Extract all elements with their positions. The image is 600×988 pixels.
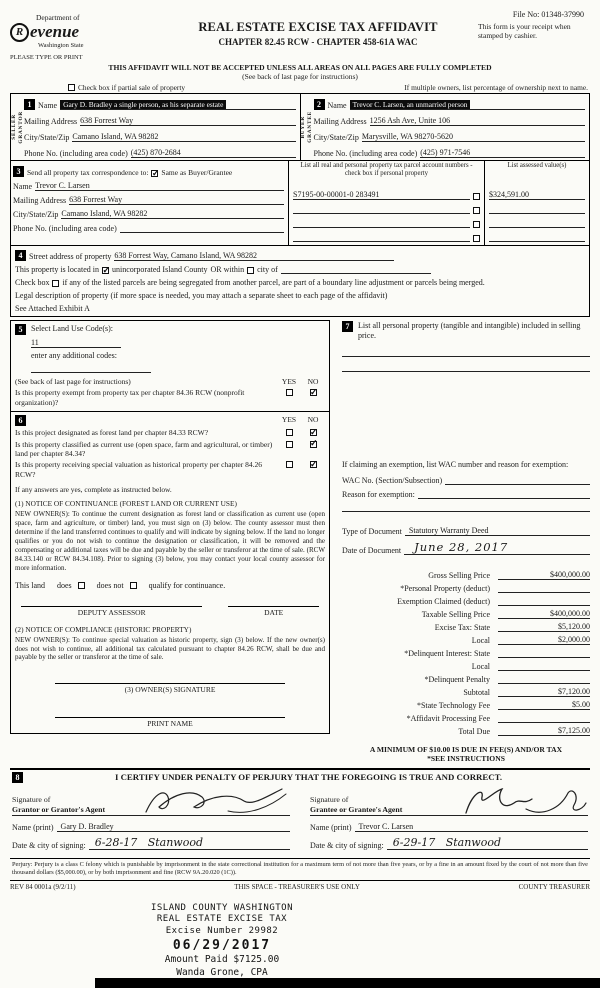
county-treasurer-label: COUNTY TREASURER (518, 883, 590, 892)
buyer-phone-value: (425) 971-7546 (420, 148, 585, 158)
fin-row-personal-deduct: *Personal Property (deduct) (342, 580, 590, 593)
form-title: REAL ESTATE EXCISE TAX AFFIDAVIT (198, 20, 438, 34)
buyer-name-value: Trevor C. Larsen, an unmarried person (350, 100, 471, 109)
section7-selling-price (330, 320, 590, 763)
buyer-side-label: BUYER GRANTEE (300, 111, 313, 143)
sec6-q2-yes-checkbox (286, 441, 293, 448)
deputy-assessor-lines (21, 606, 319, 607)
located-in-row: This property is located in ✓ unincorporated Island County OR within city of (15, 261, 585, 274)
land-use-code-value: 11 (31, 338, 121, 348)
sec6-question-3: Is this property receiving special valuation as historical property per chapter 84.26 RCW? ✓ (15, 460, 325, 479)
grantor-role-label: Grantor or Grantor's Agent (12, 804, 106, 814)
header (10, 0, 590, 61)
grantee-signature-block: Signature of Grantee or Grantee's Agent Name (print) Trevor C. Larsen Date & city of signing: 6-29-17 Stanwood (310, 786, 588, 850)
partial-sale-label: Check box if partial sale of property (78, 83, 186, 92)
multiple-owners-note: If multiple owners, list percentage of ownership next to name. (404, 83, 588, 92)
section3 (10, 161, 590, 246)
tax-correspondence-box: 3 Send all property tax correspondence to: ✓ Same as Buyer/Grantee Name Trevor C. Larsen Mailing Address 638 Forrest Way City/State/Zip Camano Island, WA 98282 Phone No. (including area code) (11, 161, 289, 245)
notice1-body: NEW OWNER(S): To continue the current designation as forest land or classification as current use (open space, farm and agriculture, or timber) land, you must sign on (3) below. The county assessor must then determine if the land transferred continues to qualify and will indicate by signing below. If the land no longer qualifies or you do not wish to continue the designation or classification, it will be removed and the compensating or additional taxes will be due and payable by the seller or transferor at the time of sale. (RCW 84.33.140 or RCW 84.34.108). Prior to signing (3) below, you may contact your local county assessor for more information. (15, 510, 325, 572)
section-7-badge: 7 (342, 321, 353, 332)
fin-row-processing-fee: *Affidavit Processing Fee (342, 710, 590, 723)
buyer-address-row: Mailing Address 1256 Ash Ave, Unite 106 (314, 111, 586, 126)
seller-section (10, 93, 301, 161)
assessed-value-1: $324,591.00 (489, 190, 585, 200)
parties-section (10, 93, 590, 161)
scan-black-bar (95, 978, 600, 988)
grantor-name-value: Gary D. Bradley (57, 822, 290, 832)
unincorporated-checkbox (102, 267, 109, 274)
grantor-signature-block: Signature of Grantor or Grantor's Agent Name (print) Gary D. Bradley Date & city of signing: 6-28-17 Stanwood (12, 786, 290, 850)
notice1-title: (1) NOTICE OF CONTINUANCE (FOREST LAND OR CURRENT USE) (15, 499, 237, 508)
grantor-signature (142, 785, 290, 819)
correspondence-name-row: Name Trevor C. Larsen (13, 177, 284, 191)
seller-address-value: 638 Forrest Way (80, 116, 295, 126)
stamp-date: 06/29/2017 (172, 937, 272, 953)
fin-row-delinquent-interest-local: Local (342, 658, 590, 671)
partial-sale-checkbox (68, 84, 75, 91)
parcel-personal-checkbox-1 (473, 193, 480, 200)
partial-sale-row (68, 83, 588, 92)
street-address-row: 4 Street address of property 638 Forrest Way, Camano Island, WA 98282 (15, 248, 585, 261)
title-block (158, 13, 478, 47)
section-4-badge: 4 (15, 250, 26, 261)
correspondence-address-row: Mailing Address 638 Forrest Way (13, 191, 284, 205)
seller-phone-row: Phone No. (including area code) (425) 870-2684 (24, 143, 296, 158)
buyer-address-value: 1256 Ash Ave, Unite 106 (370, 116, 585, 126)
continuance-row: This land does does not qualify for continuance. (15, 580, 226, 590)
fin-row-excise-local: Local $2,000.00 (471, 634, 590, 645)
legal-description-value: See Attached Exhibit A (15, 304, 90, 313)
buyer-section (301, 93, 591, 161)
logo-department-text: Department of (36, 13, 80, 22)
same-as-buyer-checkbox (151, 170, 158, 177)
grantor-date-row: Date & city of signing: 6-28-17 Stanwood (12, 832, 290, 850)
segregated-row: Check box if any of the listed parcels are being segregated from another parcel, are part of a boundary line adjustment or parcels being merged. (15, 278, 485, 287)
print-name-line (55, 702, 285, 718)
reason-line-2 (342, 499, 590, 512)
parcel-personal-checkbox-4 (473, 235, 480, 242)
revenue-logo-icon: R (10, 23, 29, 42)
seller-city-value: Camano Island, WA 98282 (72, 132, 295, 142)
parcel-row-3 (293, 214, 480, 228)
sec6-yes-no-header: YES NO (281, 415, 319, 425)
fin-row-tech-fee: *State Technology Fee $5.00 (416, 699, 590, 710)
grantee-city-value: Stanwood (445, 835, 502, 849)
file-number: File No: 01348-37990 (512, 10, 584, 19)
section-8-badge: 8 (12, 772, 23, 783)
exemption-label: If claiming an exemption, list WAC number and reason for exemption: (342, 459, 569, 469)
sec5-yes-no-header: YES NO (281, 377, 319, 386)
buyer-city-row: City/State/Zip Marysville, WA 98270-5620 (314, 127, 586, 142)
parcel-row-1 (293, 186, 480, 200)
assessed-values-box (485, 161, 589, 245)
section8-certification (10, 768, 590, 854)
wac-row: WAC No. (Section/Subsection) (342, 471, 590, 485)
form-revision: REV 84 0001a (9/2/11) (10, 883, 76, 892)
sec6-question-1: Is this project designated as forest land per chapter 84.33 RCW? ✓ (15, 428, 325, 437)
grantor-city-value: Stanwood (147, 835, 204, 849)
logo-revenue-text: evenue (30, 22, 80, 41)
land-does-not-checkbox (130, 582, 137, 589)
section-2-badge: 2 (314, 99, 325, 110)
section5-land-use: 5 Select Land Use Code(s): 11 enter any additional codes: (See back of last page for instructions) YES NO Is this property exempt from property tax per chapter 84.36 RCW (nonprofit organization)? ✓ (10, 320, 330, 412)
perjury-notice: Perjury: Perjury is a class C felony which is punishable by imprisonment in the state correctional institution for a maximum term of not more than five years, or by a fine in an amount fixed by the court of not more than five thousand dollars ($5,000.00), or by both imprisonment and fine (RCW 9A.20.020 (1C)). (10, 858, 590, 881)
section6-forest-land (10, 412, 330, 734)
date-of-document-value: June 28, 2017 (404, 540, 590, 555)
grantor-name-row: Name (print) Gary D. Bradley (12, 816, 290, 832)
legal-description-label-row: Legal description of property (if more space is needed, you may attach a separate sheet to each page of the affidavit) (15, 291, 388, 300)
sec6-question-2: Is this property classified as current use (open space, farm and agricultural, or timber) land per chapter 84.34? ✓ (15, 440, 325, 459)
city-of-checkbox (247, 267, 254, 274)
fin-row-delinquent-penalty: *Delinquent Penalty (342, 671, 590, 684)
minimum-due-note: A MINIMUM OF $10.00 IS DUE IN FEE(S) AND/OR TAX (369, 744, 563, 754)
legal-description-value-row (15, 300, 585, 313)
parcel-row-2 (293, 200, 480, 214)
correspondence-city-row: City/State/Zip Camano Island, WA 98282 (13, 205, 284, 219)
land-does-checkbox (78, 582, 85, 589)
assessed-values-header: List assessed value(s) (507, 162, 567, 169)
parcel-personal-checkbox-3 (473, 221, 480, 228)
fin-row-taxable: Taxable Selling Price $400,000.00 (421, 608, 590, 619)
grantee-date-value: 6-29-17 (392, 835, 436, 849)
fin-row-subtotal: Subtotal $7,120.00 (463, 686, 590, 697)
parcel-numbers-box (289, 161, 485, 245)
sec6-q1-yes-checkbox (286, 429, 293, 436)
warning-text: THIS AFFIDAVIT WILL NOT BE ACCEPTED UNLESS ALL AREAS ON ALL PAGES ARE FULLY COMPLETED (108, 63, 492, 72)
sec6-q1-no-checkbox (310, 429, 317, 436)
grantee-name-row: Name (print) Trevor C. Larsen (310, 816, 588, 832)
fin-row-delinquent-interest-state: *Delinquent Interest: State (342, 645, 590, 658)
dor-logo (10, 13, 158, 61)
section-5-badge: 5 (15, 324, 26, 335)
seller-address-row: Mailing Address 638 Forrest Way (24, 111, 296, 126)
grantee-date-row: Date & city of signing: 6-29-17 Stanwood (310, 832, 588, 850)
parcel-row-4 (293, 228, 480, 242)
receipt-note: This form is your receipt when stamped by cashier. (478, 22, 571, 41)
treasurer-space-label: THIS SPACE - TREASURER'S USE ONLY (234, 883, 360, 892)
see-instructions-note: *SEE INSTRUCTIONS (427, 753, 505, 763)
see-back-note: (See back of last page for instructions) (242, 72, 358, 81)
section-3-badge: 3 (13, 166, 24, 177)
correspondence-address-value: 638 Forrest Way (69, 195, 284, 205)
type-of-document-value: Statutory Warranty Deed (405, 526, 590, 536)
sec5-q1-yes-checkbox (286, 389, 293, 396)
owner-signature-line (55, 670, 285, 684)
parcel-personal-checkbox-2 (473, 207, 480, 214)
type-of-document-row: Type of Document Statutory Warranty Deed (342, 522, 590, 536)
buyer-phone-row: Phone No. (including area code) (425) 971-7546 (314, 143, 586, 158)
section-6-badge: 6 (15, 415, 26, 426)
notice2-body: NEW OWNER(S): To continue special valuation as historic property, sign (3) below. If the new owner(s) does not wish to continue, all additional tax calculated pursuant to chapter 84.26 RCW, shall be due and payable by the seller or transferor at the time of sale. (15, 635, 325, 662)
parcel-number-value: S7195-00-00001-0 283491 (293, 190, 470, 200)
fin-row-exemption-deduct: Exemption Claimed (deduct) (342, 593, 590, 606)
grantee-role-label: Grantee or Grantee's Agent (310, 804, 403, 814)
buyer-name-row: 2 Name Trevor C. Larsen, an unmarried person (314, 95, 586, 110)
correspondence-phone-row: Phone No. (including area code) (13, 219, 284, 233)
fin-row-excise-state: Excise Tax: State $5,120.00 (434, 621, 590, 632)
same-as-buyer-label: Same as Buyer/Grantee (161, 168, 233, 177)
grantee-signature (448, 785, 588, 819)
treasurer-stamp (96, 903, 348, 979)
stamp-amount-paid: Amount Paid $7125.00 (164, 953, 280, 965)
please-type-label: PLEASE TYPE OR PRINT (10, 54, 83, 61)
sec5-q1-no-checkbox (310, 389, 317, 396)
date-label: DATE (264, 607, 284, 617)
seller-side-label: SELLER GRANTOR (10, 110, 24, 144)
seller-city-row: City/State/Zip Camano Island, WA 98282 (24, 127, 296, 142)
owner-signature-label: (3) OWNER(S) SIGNATURE (124, 685, 216, 695)
sec6-q2-no-checkbox (310, 441, 317, 448)
deputy-assessor-label: DEPUTY ASSESSOR (77, 607, 146, 617)
personal-property-label: List all personal property (tangible and intangible) included in selling price. (358, 321, 581, 341)
personal-property-line-1 (342, 342, 590, 357)
logo-state-text: Washington State (38, 42, 84, 49)
seller-name-row: 1 Name Gary D. Bradley a single person, as his separate estate (24, 95, 296, 110)
print-name-label: PRINT NAME (147, 719, 193, 729)
seller-name-value: Gary D. Bradley a single person, as his separate estate (60, 100, 226, 109)
correspondence-name-value: Trevor C. Larsen (35, 181, 284, 191)
segregated-checkbox (52, 280, 59, 287)
stamp-cashier-name: Wanda Grone, CPA (176, 967, 268, 979)
stamp-excise-number: Excise Number 29982 (165, 925, 279, 936)
stamp-county: ISLAND COUNTY WASHINGTON (150, 903, 294, 914)
fin-row-gross: Gross Selling Price $400,000.00 (428, 569, 590, 580)
fin-row-total-due: Total Due $7,125.00 (458, 725, 590, 736)
stamp-tax-title: REAL ESTATE EXCISE TAX (156, 914, 288, 925)
correspondence-city-value: Camano Island, WA 98282 (61, 209, 284, 219)
sec5-question-1: Is this property exempt from property tax per chapter 84.36 RCW (nonprofit organization)? ✓ (15, 388, 325, 407)
personal-property-line-2 (342, 357, 590, 372)
certify-statement: I CERTIFY UNDER PENALTY OF PERJURY THAT THE FOREGOING IS TRUE AND CORRECT. (114, 772, 503, 783)
sec6-q3-yes-checkbox (286, 461, 293, 468)
parcel-numbers-header: List all real and personal property tax parcel account numbers - check box if personal property (300, 162, 473, 178)
notice2-title: (2) NOTICE OF COMPLIANCE (HISTORIC PROPERTY) (15, 624, 192, 634)
main-columns (10, 320, 590, 763)
seller-phone-value: (425) 870-2684 (131, 148, 296, 158)
street-address-value: 638 Forrest Way, Camano Island, WA 98282 (114, 251, 394, 261)
form-revision-row (10, 883, 590, 891)
form-subtitle: CHAPTER 82.45 RCW - CHAPTER 458-61A WAC (218, 37, 418, 47)
reason-row: Reason for exemption: (342, 485, 590, 499)
grantor-date-value: 6-28-17 (94, 835, 138, 849)
if-yes-note: If any answers are yes, complete as instructed below. (15, 485, 172, 494)
date-of-document-row: Date of Document June 28, 2017 (342, 536, 590, 555)
grantee-name-value: Trevor C. Larsen (355, 822, 588, 832)
section-1-badge: 1 (24, 99, 35, 110)
buyer-city-value: Marysville, WA 98270-5620 (362, 132, 585, 142)
section4 (10, 246, 590, 317)
sec6-q3-no-checkbox (310, 461, 317, 468)
